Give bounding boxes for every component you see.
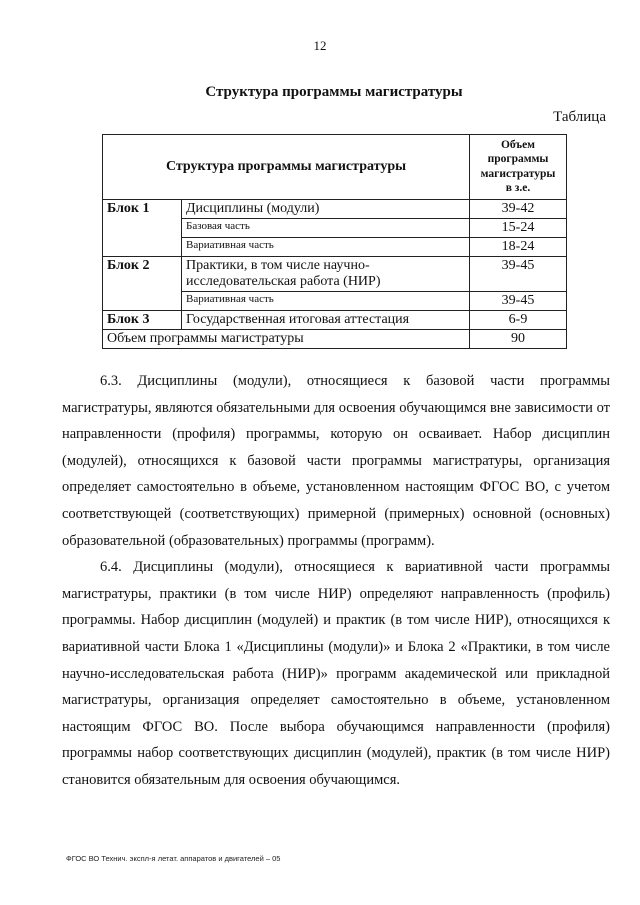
table-label: Таблица bbox=[553, 109, 606, 125]
header-volume bbox=[470, 135, 567, 200]
program-structure-table bbox=[102, 134, 567, 349]
block-1-name: Блок 1 bbox=[103, 199, 182, 256]
page-number: 12 bbox=[313, 38, 327, 53]
block-2-var-label: Вариативная часть bbox=[182, 291, 470, 310]
block-2-main-value: 39-45 bbox=[470, 256, 567, 291]
block-3-main-value: 6-9 bbox=[470, 311, 567, 330]
block-1-main-label: Дисциплины (модули) bbox=[182, 199, 470, 218]
header-volume-line: Объем bbox=[500, 139, 536, 151]
block-1-base-label: Базовая часть bbox=[182, 218, 470, 237]
body-text bbox=[62, 368, 610, 794]
block-1-main-value: 39-42 bbox=[470, 199, 567, 218]
page-title: Структура программы магистратуры bbox=[205, 84, 463, 100]
total-value: 90 bbox=[470, 330, 567, 349]
table-row bbox=[103, 256, 567, 291]
header-volume-line: в з.е. bbox=[505, 182, 531, 195]
block-1-var-value: 18-24 bbox=[470, 237, 567, 256]
table-row bbox=[103, 311, 567, 330]
block-1-base-value: 15-24 bbox=[470, 218, 567, 237]
table-header-row bbox=[103, 135, 567, 200]
block-3-name: Блок 3 bbox=[103, 311, 182, 330]
header-volume-line: программы bbox=[487, 153, 549, 166]
table-row bbox=[103, 199, 567, 218]
paragraph-6-3: 6.3. Дисциплины (модули), относящиеся к базовой части программы магистратуры, являются обязательными для освоения обучающимся вне зависимости от направленности (профиля) программы, которую он осваивает. Набор дисциплин (модулей), относящихся к базовой части программы магистратуры, организация определяет самостоятельно в объеме, установленном настоящим ФГОС ВО, с учетом соответствующей (соответствующих) примерной (примерных) основной (основных) образовательной (образовательных) программы (программ). bbox=[62, 373, 610, 549]
block-2-main-label: Практики, в том числе научно-исследовательская работа (НИР) bbox=[182, 256, 470, 291]
block-2-name: Блок 2 bbox=[103, 256, 182, 310]
paragraph-6-4: 6.4. Дисциплины (модули), относящиеся к вариативной части программы магистратуры, практики (в том числе НИР) определяют направленность (профиль) программы. Набор дисциплин (модулей) и практик (в том числе НИР), относящихся к вариативной части Блока 1 «Дисциплины (модули)» и Блока 2 «Практики, в том числе научно-исследовательская работа (НИР)» программ академической или прикладной магистратуры, организация определяет самостоятельно в объеме, установленном настоящим ФГОС ВО. После выбора обучающимся направленности (профиля) программы набор соответствующих дисциплин (модулей), практик (в том числе НИР) становится обязательным для освоения обучающимся. bbox=[62, 559, 610, 788]
block-3-main-label: Государственная итоговая аттестация bbox=[182, 311, 470, 330]
header-volume-line: магистратуры bbox=[480, 167, 556, 180]
block-1-var-label: Вариативная часть bbox=[182, 237, 470, 256]
total-label: Объем программы магистратуры bbox=[103, 330, 470, 349]
footer-note: ФГОС ВО Технич. экспл-я летат. аппаратов и двигателей – 05 bbox=[66, 854, 281, 863]
block-2-var-value: 39-45 bbox=[470, 291, 567, 310]
header-structure: Структура программы магистратуры bbox=[103, 135, 470, 200]
table-total-row bbox=[103, 330, 567, 349]
